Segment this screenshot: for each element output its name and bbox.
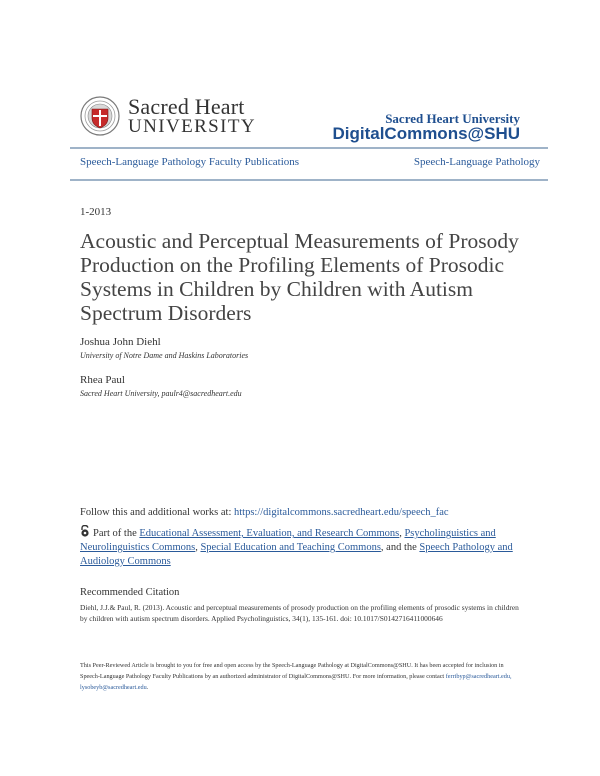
paper-title: Acoustic and Perceptual Measurements of Prosody Production on the Profiling Elements of Prosodic Systems in Children by Children with Autism Spectrum Disorders [80, 229, 519, 325]
part-of-prefix: Part of the [93, 528, 137, 539]
header-divider-bottom [70, 179, 548, 181]
author-affiliation: University of Notre Dame and Haskins Laboratories [80, 351, 249, 360]
author-affiliation: Sacred Heart University, paulr4@sacredheart.edu [80, 389, 242, 398]
header-divider-top [70, 147, 548, 149]
logo-wordmark-line1: Sacred Heart [128, 94, 245, 119]
commons-link[interactable]: Psycholinguistics and Neurolinguistics Commons [80, 528, 496, 553]
commons-link[interactable]: Speech Pathology and Audiology Commons [80, 542, 513, 567]
commons-link[interactable]: Educational Assessment, Evaluation, and Research Commons [139, 528, 400, 539]
open-access-icon [80, 525, 90, 537]
repository-university-name: Sacred Heart University [385, 111, 520, 126]
university-seal-logo [80, 96, 120, 136]
repository-name: DigitalCommons@SHU [332, 124, 520, 143]
commons-separator: , and the [380, 542, 417, 553]
author-name: Rhea Paul [80, 374, 125, 386]
commons-link[interactable]: Special Education and Teaching Commons [200, 542, 381, 553]
contact-emails-link[interactable]: ferribyp@sacredheart.edu, lysobeyb@sacredheart.edu [80, 673, 512, 691]
author-name: Joshua John Diehl [80, 336, 161, 348]
publication-date: 1-2013 [80, 206, 112, 218]
repository-footer-note [80, 660, 520, 693]
commons-separator: , [399, 528, 402, 539]
follow-line [80, 507, 449, 518]
series-link[interactable]: Speech-Language Pathology Faculty Publications [80, 156, 300, 168]
recommended-citation-text: Diehl, J.J.& Paul, R. (2013). Acoustic and perceptual measurements of prosody production on the profiling elements of prosodic systems in children by children with autism spectrum disorders. Applied Psycholinguistics, 34(1), 135-161. doi: 10.1017/S0142716411000646 [80, 603, 519, 623]
follow-text: Follow this and additional works at: [80, 507, 232, 518]
logo-wordmark-line2: UNIVERSITY [128, 116, 256, 137]
recommended-citation-heading: Recommended Citation [80, 587, 180, 598]
commons-separator: , [195, 542, 198, 553]
part-of-commons [80, 525, 520, 569]
footer-text: This Peer-Reviewed Article is brought to you for free and open access by the Speech-Language Pathology at DigitalCommons@SHU. It has been accepted for inclusion in Speech-Language Pathology Faculty Publications by an authorized administrator of DigitalCommons@SHU. For more information, please contact [80, 662, 504, 680]
department-link[interactable]: Speech-Language Pathology [413, 156, 540, 168]
footer-end: . [146, 684, 149, 691]
collection-url-link[interactable]: https://digitalcommons.sacredheart.edu/speech_fac [234, 507, 449, 518]
